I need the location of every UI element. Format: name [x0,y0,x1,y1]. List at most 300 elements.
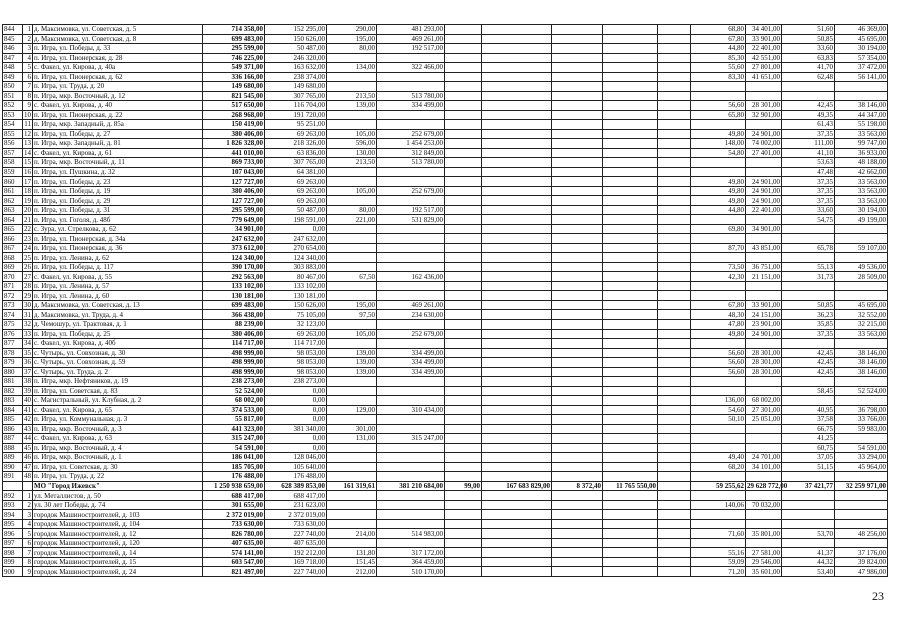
cell-value-10 [691,120,746,130]
cell-value-2: 307 765,00 [265,158,327,168]
cell-value-9 [658,529,691,539]
cell-value-9 [658,548,691,558]
cell-value-5 [445,53,482,63]
cell-value-12 [782,82,835,92]
row-number: 876 [3,329,23,339]
cell-value-8 [603,557,658,567]
cell-value-10: 69,80 [691,224,746,234]
cell-value-7 [552,491,603,501]
cell-value-8 [603,472,658,482]
cell-value-13: 36 798,00 [835,405,888,415]
cell-value-4: 252 679,00 [377,186,445,196]
cell-value-8 [603,453,658,463]
cell-value-2: 0,00 [265,405,327,415]
cell-value-6 [482,253,552,263]
cell-value-10: 42,30 [691,272,746,282]
cell-value-7 [552,177,603,187]
cell-value-13: 28 509,00 [835,272,888,282]
row-address: п. Игра, ул. Труда, д. 22 [33,472,203,482]
cell-value-9 [658,167,691,177]
cell-value-9 [658,139,691,149]
cell-value-1: 826 780,00 [203,529,265,539]
cell-value-11: 24 701,00 [746,453,782,463]
cell-value-3 [327,196,377,206]
cell-value-2: 98 053,00 [265,358,327,368]
cell-value-7 [552,519,603,529]
cell-value-12: 37 421,77 [782,481,835,491]
row-number: 859 [3,167,23,177]
cell-value-12: 37,35 [782,196,835,206]
cell-value-12 [782,510,835,520]
cell-value-3 [327,224,377,234]
cell-value-9 [658,396,691,406]
table-row [3,405,888,415]
table-row [3,472,888,482]
cell-value-4: 481 293,00 [377,25,445,35]
cell-value-3: 139,00 [327,101,377,111]
cell-value-12: 111,00 [782,139,835,149]
cell-value-3 [327,243,377,253]
cell-value-3 [327,415,377,425]
row-address: с. Факел, ул. Кирова, д. 40а [33,63,203,73]
cell-value-9 [658,91,691,101]
cell-value-4 [377,110,445,120]
cell-value-8 [603,443,658,453]
cell-value-5 [445,529,482,539]
cell-value-1: 603 547,00 [203,557,265,567]
cell-value-10 [691,215,746,225]
cell-value-13: 32 259 971,00 [835,481,888,491]
cell-value-6 [482,158,552,168]
cell-value-5 [445,148,482,158]
table-row [3,243,888,253]
cell-value-1: 380 406,00 [203,186,265,196]
cell-value-1: 34 901,00 [203,224,265,234]
cell-value-9 [658,82,691,92]
row-index: 39 [24,386,31,395]
row-index: 1 [23,25,33,35]
cell-value-10: 56,60 [691,101,746,111]
cell-value-7 [552,167,603,177]
row-number [3,481,23,491]
row-address: д. Максимовка, ул. Советская, д. 5 [33,25,203,35]
cell-value-3 [327,472,377,482]
cell-value-5 [445,139,482,149]
cell-value-3 [327,462,377,472]
cell-value-11 [746,339,782,349]
cell-value-11: 35 801,00 [746,529,782,539]
cell-value-12: 37,35 [782,329,835,339]
cell-value-10: 59 255,62 [691,481,746,491]
cell-value-12: 55,13 [782,262,835,272]
cell-value-2: 116 704,00 [265,101,327,111]
cell-value-1: 295 599,00 [203,44,265,54]
cell-value-10: 44,80 [691,205,746,215]
table-row [3,453,888,463]
cell-value-2: 0,00 [265,434,327,444]
cell-value-13: 48 188,00 [835,158,888,168]
cell-value-13: 39 824,00 [835,557,888,567]
cell-value-7 [552,453,603,463]
cell-value-9 [658,377,691,387]
cell-value-13: 48 256,00 [835,529,888,539]
cell-value-1: 1 250 938 659,00 [203,481,265,491]
cell-value-10 [691,386,746,396]
table-row [3,82,888,92]
table-row [3,205,888,215]
cell-value-11 [746,91,782,101]
cell-value-5 [445,548,482,558]
row-index: 8 [23,557,33,567]
row-address: п. Игра, ул. Победы, д. 19 [33,186,203,196]
cell-value-8 [603,205,658,215]
cell-value-13 [835,281,888,291]
table-row [3,443,888,453]
cell-value-6 [482,53,552,63]
cell-value-3 [327,319,377,329]
cell-value-3: 596,00 [327,139,377,149]
cell-value-1: 292 563,00 [203,272,265,282]
cell-value-10 [691,491,746,501]
cell-value-4 [377,177,445,187]
cell-value-12: 44,32 [782,557,835,567]
cell-value-4: 510 170,00 [377,567,445,577]
row-index: 13 [24,139,31,148]
cell-value-1: 2 372 019,00 [203,510,265,520]
cell-value-13 [835,510,888,520]
table-row [3,396,888,406]
cell-value-7 [552,53,603,63]
cell-value-2: 80 467,00 [265,272,327,282]
cell-value-9 [658,462,691,472]
cell-value-8 [603,329,658,339]
row-address: с. Факел, ул. Кирова, д. 55 [33,272,203,282]
cell-value-13 [835,472,888,482]
cell-value-2: 75 105,00 [265,310,327,320]
row-number: 887 [3,434,23,444]
row-number: 850 [3,82,23,92]
cell-value-13: 46 369,00 [835,25,888,35]
cell-value-5 [445,510,482,520]
cell-value-9 [658,272,691,282]
table-row [3,557,888,567]
cell-value-1: 380 406,00 [203,329,265,339]
cell-value-9 [658,53,691,63]
row-index: 17 [24,177,31,186]
cell-value-10: 68,20 [691,462,746,472]
row-number: 874 [3,310,23,320]
cell-value-1: 779 649,00 [203,215,265,225]
cell-value-12 [782,491,835,501]
row-number: 864 [3,215,23,225]
cell-value-3 [327,281,377,291]
cell-value-8 [603,253,658,263]
cell-value-5 [445,319,482,329]
cell-value-8 [603,367,658,377]
row-index: 9 [23,101,33,111]
page-number: 23 [872,589,884,603]
cell-value-7 [552,377,603,387]
cell-value-2: 407 635,00 [265,538,327,548]
cell-value-12: 53,70 [782,529,835,539]
row-index: 4 [23,519,33,529]
row-address: городок Машиностроителей, д. 12 [33,529,203,539]
row-index: 6 [23,538,33,548]
cell-value-4 [377,538,445,548]
cell-value-1: 746 225,00 [203,53,265,63]
cell-value-2: 688 417,00 [265,491,327,501]
cell-value-5 [445,434,482,444]
cell-value-3 [327,396,377,406]
cell-value-11 [746,291,782,301]
cell-value-13: 45 964,00 [835,462,888,472]
cell-value-10: 50,10 [691,415,746,425]
cell-value-5 [445,177,482,187]
row-number: 857 [3,148,23,158]
cell-value-6 [482,129,552,139]
cell-value-2: 381 340,00 [265,424,327,434]
cell-value-5 [445,129,482,139]
cell-value-11: 74 002,00 [746,139,782,149]
row-number: 844 [3,25,23,35]
row-address: п. Игра, ул. Ленина, д. 60 [33,291,203,301]
cell-value-4: 513 780,00 [377,91,445,101]
cell-value-11: 21 151,00 [746,272,782,282]
cell-value-10: 49,80 [691,329,746,339]
table-row [3,510,888,520]
cell-value-2: 227 740,00 [265,567,327,577]
cell-value-13: 47 986,00 [835,567,888,577]
cell-value-7 [552,329,603,339]
cell-value-10 [691,339,746,349]
cell-value-4: 1 454 253,00 [377,139,445,149]
cell-value-6 [482,358,552,368]
cell-value-12: 41,37 [782,548,835,558]
row-address: п. Игра, мкр. Восточный, д. 11 [33,158,203,168]
table-row [3,567,888,577]
row-number: 845 [3,34,23,44]
row-address: с. Чутырь, ул. Труда, д. 2 [33,367,203,377]
row-number: 898 [3,548,23,558]
cell-value-6 [482,557,552,567]
cell-value-8 [603,281,658,291]
cell-value-8 [603,272,658,282]
cell-value-9 [658,205,691,215]
cell-value-11: 34 401,00 [746,25,782,35]
cell-value-7 [552,196,603,206]
cell-value-7 [552,148,603,158]
cell-value-10: 83,30 [691,72,746,82]
cell-value-10: 73,50 [691,262,746,272]
cell-value-13: 59 107,00 [835,243,888,253]
cell-value-5 [445,186,482,196]
cell-value-8 [603,529,658,539]
cell-value-3 [327,386,377,396]
row-number: 888 [3,443,23,453]
cell-value-9 [658,243,691,253]
cell-value-7 [552,434,603,444]
cell-value-9 [658,25,691,35]
cell-value-9 [658,405,691,415]
cell-value-3: 151,45 [327,557,377,567]
cell-value-8 [603,339,658,349]
cell-value-1: 114 717,00 [203,339,265,349]
cell-value-4: 234 630,00 [377,310,445,320]
row-address: ул. 30 лет Победы, д. 74 [33,500,203,510]
cell-value-9 [658,415,691,425]
cell-value-6 [482,519,552,529]
cell-value-7 [552,538,603,548]
cell-value-7 [552,205,603,215]
cell-value-7 [552,82,603,92]
cell-value-2: 227 740,00 [265,529,327,539]
row-number: 867 [3,243,23,253]
row-address: ул. Металлистов, д. 50 [33,491,203,501]
cell-value-8 [603,491,658,501]
cell-value-9 [658,196,691,206]
cell-value-12: 33,60 [782,44,835,54]
cell-value-5 [445,557,482,567]
cell-value-4: 531 829,00 [377,215,445,225]
cell-value-2: 69 263,00 [265,177,327,187]
row-index: 10 [24,110,31,119]
cell-value-9 [658,443,691,453]
row-address: п. Игра, ул. Пионерская, д. 62 [33,72,203,82]
row-index: 38 [24,377,31,386]
cell-value-5: 99,00 [445,481,482,491]
row-number: 858 [3,158,23,168]
cell-value-3: 130,00 [327,148,377,158]
cell-value-2: 238 374,00 [265,72,327,82]
cell-value-11: 23 901,00 [746,319,782,329]
row-address: п. Игра, мкр. Западный, д. 85а [33,120,203,130]
cell-value-9 [658,291,691,301]
cell-value-3: 213,50 [327,91,377,101]
cell-value-1: 688 417,00 [203,491,265,501]
cell-value-5 [445,243,482,253]
cell-value-5 [445,234,482,244]
cell-value-11 [746,167,782,177]
cell-value-11: 27 401,00 [746,148,782,158]
cell-value-10 [691,519,746,529]
row-address: с. Факел, ул. Кирова, д. 65 [33,405,203,415]
row-address: с. Факел, ул. Кирова, д. 61 [33,148,203,158]
cell-value-8 [603,196,658,206]
row-index: 9 [23,567,33,577]
cell-value-4 [377,519,445,529]
table-row [3,53,888,63]
cell-value-3 [327,443,377,453]
cell-value-8 [603,177,658,187]
cell-value-13 [835,500,888,510]
cell-value-5 [445,377,482,387]
cell-value-13: 33 766,00 [835,415,888,425]
cell-value-2: 150 626,00 [265,34,327,44]
cell-value-7 [552,44,603,54]
cell-value-7 [552,272,603,282]
cell-value-12: 51,15 [782,462,835,472]
cell-value-4: 192 517,00 [377,44,445,54]
cell-value-7 [552,91,603,101]
cell-value-8 [603,519,658,529]
cell-value-1: 441 010,00 [203,148,265,158]
row-address: с. Магистральный, ул. Клубная, д. 2 [33,396,203,406]
cell-value-1: 315 247,00 [203,434,265,444]
cell-value-9 [658,262,691,272]
cell-value-5 [445,224,482,234]
cell-value-6 [482,367,552,377]
cell-value-11: 27 581,00 [746,548,782,558]
cell-value-2: 191 720,00 [265,110,327,120]
cell-value-8 [603,215,658,225]
cell-value-11: 28 301,00 [746,348,782,358]
row-index [23,481,33,491]
cell-value-10: 71,60 [691,529,746,539]
cell-value-4 [377,462,445,472]
cell-value-6 [482,215,552,225]
cell-value-2: 32 123,00 [265,319,327,329]
cell-value-4 [377,224,445,234]
cell-value-9 [658,434,691,444]
cell-value-5 [445,82,482,92]
cell-value-1: 130 181,00 [203,291,265,301]
cell-value-12: 54,75 [782,215,835,225]
cell-value-6 [482,224,552,234]
table-row [3,500,888,510]
cell-value-9 [658,358,691,368]
cell-value-5 [445,167,482,177]
row-address: п. Игра, ул. Пионерская, д. 36 [33,243,203,253]
cell-value-12: 37,05 [782,453,835,463]
cell-value-3 [327,53,377,63]
cell-value-3 [327,82,377,92]
cell-value-3 [327,167,377,177]
cell-value-11: 29 628 772,00 [747,482,788,490]
cell-value-2: 176 488,00 [265,472,327,482]
cell-value-9 [658,519,691,529]
row-address: п. Игра, ул. Победы, д. 25 [33,329,203,339]
cell-value-1: 517 650,00 [203,101,265,111]
cell-value-6 [482,262,552,272]
cell-value-13: 49 536,00 [835,262,888,272]
cell-value-13: 33 563,00 [835,196,888,206]
cell-value-11: 24 901,00 [746,196,782,206]
cell-value-2: 303 883,00 [265,262,327,272]
cell-value-13: 45 695,00 [835,300,888,310]
table-row [3,538,888,548]
cell-value-4 [377,424,445,434]
cell-value-12: 58,45 [782,386,835,396]
cell-value-10: 71,20 [691,567,746,577]
cell-value-10 [691,167,746,177]
cell-value-5 [445,300,482,310]
cell-value-10 [691,510,746,520]
cell-value-7 [552,443,603,453]
row-number: 868 [3,253,23,263]
cell-value-5 [445,91,482,101]
cell-value-2: 218 326,00 [265,139,327,149]
cell-value-5 [445,567,482,577]
cell-value-10: 59,09 [691,557,746,567]
cell-value-9 [658,129,691,139]
cell-value-7 [552,557,603,567]
cell-value-11: 33 901,00 [746,300,782,310]
row-number: 852 [3,101,23,111]
cell-value-11 [746,253,782,263]
cell-value-13: 33 563,00 [835,329,888,339]
row-number: 849 [3,72,23,82]
cell-value-4: 334 499,00 [377,358,445,368]
